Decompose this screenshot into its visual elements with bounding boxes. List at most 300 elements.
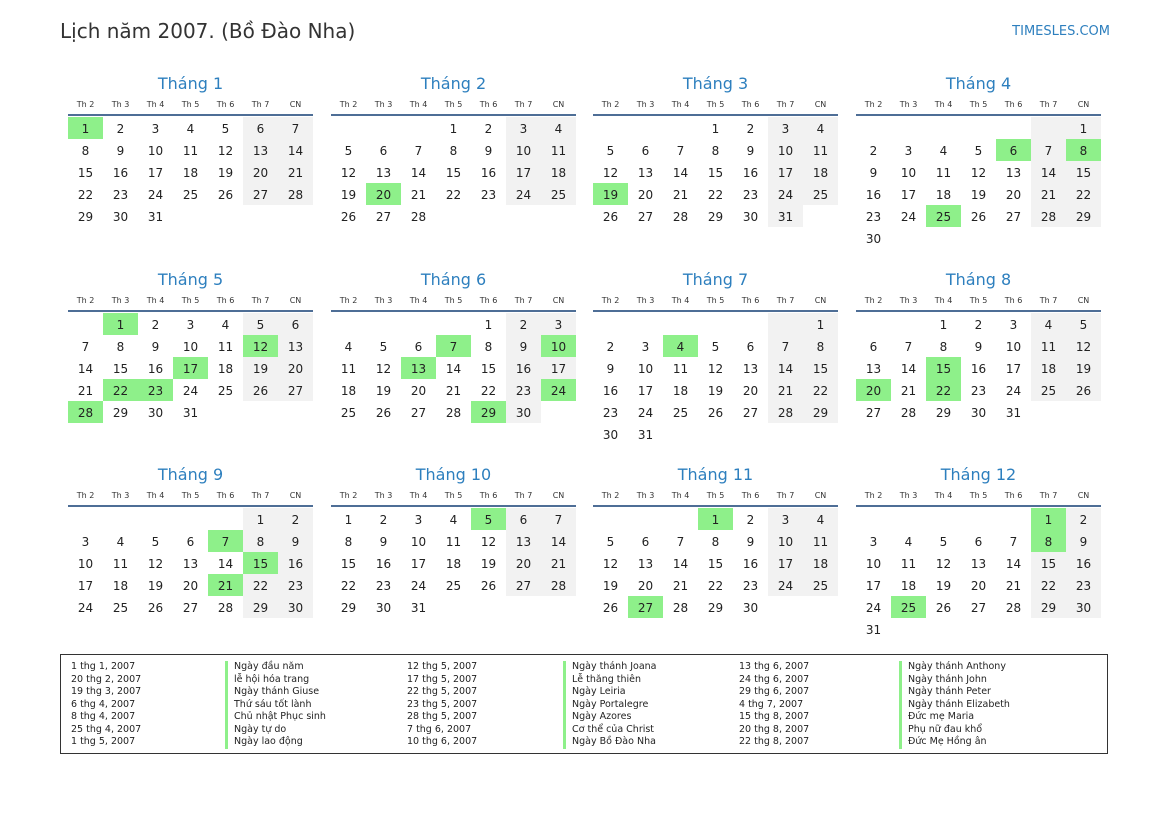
day-cell[interactable]: 9 xyxy=(746,144,755,158)
day-cell[interactable]: 21 xyxy=(1031,183,1066,205)
day-cell[interactable]: 16 xyxy=(506,357,541,379)
day-cell[interactable]: 19 xyxy=(340,188,357,202)
day-cell[interactable]: 31 xyxy=(147,210,164,224)
day-cell[interactable]: 21 xyxy=(77,384,94,398)
day-cell[interactable]: 26 xyxy=(602,210,619,224)
day-cell[interactable]: 12 xyxy=(602,557,619,571)
day-cell[interactable]: 19 xyxy=(602,579,619,593)
day-cell[interactable]: 4 xyxy=(904,535,913,549)
day-cell[interactable]: 17 xyxy=(410,557,427,571)
holiday-day-cell[interactable]: 23 xyxy=(138,379,173,401)
day-cell[interactable]: 25 xyxy=(803,574,838,596)
day-cell[interactable]: 22 xyxy=(707,188,724,202)
holiday-day-cell[interactable]: 19 xyxy=(593,183,628,205)
day-cell[interactable]: 15 xyxy=(480,362,497,376)
day-cell[interactable]: 30 xyxy=(602,428,619,442)
day-cell[interactable]: 6 xyxy=(186,535,195,549)
day-cell[interactable]: 24 xyxy=(865,601,882,615)
day-cell[interactable]: 4 xyxy=(116,535,125,549)
day-cell[interactable]: 25 xyxy=(217,384,234,398)
day-cell[interactable]: 15 xyxy=(707,166,724,180)
day-cell[interactable]: 2 xyxy=(974,318,983,332)
day-cell[interactable]: 16 xyxy=(865,188,882,202)
day-cell[interactable]: 5 xyxy=(243,313,278,335)
day-cell[interactable]: 13 xyxy=(637,166,654,180)
day-cell[interactable]: 1 xyxy=(803,313,838,335)
day-cell[interactable]: 14 xyxy=(278,139,313,161)
holiday-day-cell[interactable]: 22 xyxy=(103,379,138,401)
day-cell[interactable]: 8 xyxy=(344,535,353,549)
day-cell[interactable]: 18 xyxy=(803,161,838,183)
holiday-day-cell[interactable]: 1 xyxy=(1031,508,1066,530)
day-cell[interactable]: 30 xyxy=(147,406,164,420)
day-cell[interactable]: 6 xyxy=(379,144,388,158)
day-cell[interactable]: 21 xyxy=(410,188,427,202)
day-cell[interactable]: 17 xyxy=(147,166,164,180)
day-cell[interactable]: 26 xyxy=(602,601,619,615)
day-cell[interactable]: 7 xyxy=(541,508,576,530)
day-cell[interactable]: 12 xyxy=(217,144,234,158)
day-cell[interactable]: 29 xyxy=(243,596,278,618)
day-cell[interactable]: 3 xyxy=(641,340,650,354)
day-cell[interactable]: 4 xyxy=(803,508,838,530)
day-cell[interactable]: 26 xyxy=(970,210,987,224)
day-cell[interactable]: 31 xyxy=(865,623,882,637)
day-cell[interactable]: 10 xyxy=(147,144,164,158)
day-cell[interactable]: 16 xyxy=(480,166,497,180)
day-cell[interactable]: 4 xyxy=(541,117,576,139)
day-cell[interactable]: 11 xyxy=(935,166,952,180)
day-cell[interactable]: 29 xyxy=(707,601,724,615)
day-cell[interactable]: 14 xyxy=(672,166,689,180)
day-cell[interactable]: 4 xyxy=(1031,313,1066,335)
day-cell[interactable]: 27 xyxy=(410,406,427,420)
day-cell[interactable]: 24 xyxy=(768,574,803,596)
day-cell[interactable]: 29 xyxy=(1031,596,1066,618)
day-cell[interactable]: 19 xyxy=(1066,357,1101,379)
day-cell[interactable]: 6 xyxy=(869,340,878,354)
day-cell[interactable]: 12 xyxy=(970,166,987,180)
day-cell[interactable]: 3 xyxy=(768,117,803,139)
day-cell[interactable]: 4 xyxy=(449,513,458,527)
day-cell[interactable]: 17 xyxy=(900,188,917,202)
day-cell[interactable]: 11 xyxy=(541,139,576,161)
holiday-day-cell[interactable]: 10 xyxy=(541,335,576,357)
day-cell[interactable]: 28 xyxy=(217,601,234,615)
holiday-day-cell[interactable]: 4 xyxy=(663,335,698,357)
day-cell[interactable]: 17 xyxy=(865,579,882,593)
day-cell[interactable]: 10 xyxy=(865,557,882,571)
day-cell[interactable]: 19 xyxy=(243,357,278,379)
day-cell[interactable]: 27 xyxy=(637,210,654,224)
day-cell[interactable]: 23 xyxy=(375,579,392,593)
day-cell[interactable]: 9 xyxy=(1066,530,1101,552)
day-cell[interactable]: 2 xyxy=(278,508,313,530)
day-cell[interactable]: 29 xyxy=(112,406,129,420)
day-cell[interactable]: 31 xyxy=(637,428,654,442)
day-cell[interactable]: 17 xyxy=(1005,362,1022,376)
day-cell[interactable]: 11 xyxy=(1031,335,1066,357)
day-cell[interactable]: 13 xyxy=(637,557,654,571)
day-cell[interactable]: 30 xyxy=(278,596,313,618)
day-cell[interactable]: 4 xyxy=(803,117,838,139)
day-cell[interactable]: 27 xyxy=(865,406,882,420)
day-cell[interactable]: 21 xyxy=(768,379,803,401)
day-cell[interactable]: 2 xyxy=(151,318,160,332)
day-cell[interactable]: 14 xyxy=(541,530,576,552)
day-cell[interactable]: 11 xyxy=(217,340,234,354)
day-cell[interactable]: 22 xyxy=(803,379,838,401)
holiday-day-cell[interactable]: 1 xyxy=(103,313,138,335)
day-cell[interactable]: 13 xyxy=(742,362,759,376)
holiday-day-cell[interactable]: 17 xyxy=(173,357,208,379)
day-cell[interactable]: 30 xyxy=(865,232,882,246)
day-cell[interactable]: 13 xyxy=(970,557,987,571)
day-cell[interactable]: 20 xyxy=(1005,188,1022,202)
day-cell[interactable]: 26 xyxy=(480,579,497,593)
day-cell[interactable]: 30 xyxy=(970,406,987,420)
holiday-day-cell[interactable]: 13 xyxy=(401,357,436,379)
day-cell[interactable]: 17 xyxy=(77,579,94,593)
day-cell[interactable]: 13 xyxy=(278,335,313,357)
day-cell[interactable]: 25 xyxy=(672,406,689,420)
day-cell[interactable]: 20 xyxy=(506,552,541,574)
holiday-day-cell[interactable]: 25 xyxy=(926,205,961,227)
day-cell[interactable]: 2 xyxy=(484,122,493,136)
day-cell[interactable]: 28 xyxy=(900,406,917,420)
day-cell[interactable]: 21 xyxy=(445,384,462,398)
day-cell[interactable]: 9 xyxy=(379,535,388,549)
day-cell[interactable]: 12 xyxy=(935,557,952,571)
holiday-day-cell[interactable]: 8 xyxy=(1031,530,1066,552)
day-cell[interactable]: 3 xyxy=(151,122,160,136)
day-cell[interactable]: 23 xyxy=(278,574,313,596)
holiday-day-cell[interactable]: 25 xyxy=(891,596,926,618)
day-cell[interactable]: 21 xyxy=(541,552,576,574)
day-cell[interactable]: 24 xyxy=(900,210,917,224)
day-cell[interactable]: 22 xyxy=(77,188,94,202)
day-cell[interactable]: 18 xyxy=(217,362,234,376)
day-cell[interactable]: 29 xyxy=(803,401,838,423)
day-cell[interactable]: 28 xyxy=(1031,205,1066,227)
day-cell[interactable]: 20 xyxy=(970,579,987,593)
day-cell[interactable]: 17 xyxy=(768,552,803,574)
holiday-day-cell[interactable]: 21 xyxy=(208,574,243,596)
day-cell[interactable]: 4 xyxy=(344,340,353,354)
day-cell[interactable]: 1 xyxy=(243,508,278,530)
day-cell[interactable]: 18 xyxy=(1031,357,1066,379)
day-cell[interactable]: 12 xyxy=(480,535,497,549)
day-cell[interactable]: 20 xyxy=(278,357,313,379)
day-cell[interactable]: 29 xyxy=(340,601,357,615)
day-cell[interactable]: 7 xyxy=(414,144,423,158)
day-cell[interactable]: 30 xyxy=(1066,596,1101,618)
day-cell[interactable]: 26 xyxy=(375,406,392,420)
holiday-day-cell[interactable]: 1 xyxy=(68,117,103,139)
holiday-day-cell[interactable]: 7 xyxy=(436,335,471,357)
day-cell[interactable]: 7 xyxy=(904,340,913,354)
day-cell[interactable]: 5 xyxy=(379,340,388,354)
day-cell[interactable]: 8 xyxy=(81,144,90,158)
day-cell[interactable]: 6 xyxy=(278,313,313,335)
day-cell[interactable]: 30 xyxy=(112,210,129,224)
day-cell[interactable]: 5 xyxy=(711,340,720,354)
day-cell[interactable]: 7 xyxy=(676,144,685,158)
day-cell[interactable]: 19 xyxy=(375,384,392,398)
day-cell[interactable]: 18 xyxy=(672,384,689,398)
day-cell[interactable]: 23 xyxy=(742,188,759,202)
day-cell[interactable]: 10 xyxy=(637,362,654,376)
day-cell[interactable]: 15 xyxy=(1031,552,1066,574)
day-cell[interactable]: 8 xyxy=(939,340,948,354)
day-cell[interactable]: 6 xyxy=(506,508,541,530)
day-cell[interactable]: 14 xyxy=(900,362,917,376)
day-cell[interactable]: 11 xyxy=(340,362,357,376)
day-cell[interactable]: 9 xyxy=(746,535,755,549)
day-cell[interactable]: 4 xyxy=(221,318,230,332)
day-cell[interactable]: 16 xyxy=(147,362,164,376)
day-cell[interactable]: 30 xyxy=(742,601,759,615)
day-cell[interactable]: 8 xyxy=(803,335,838,357)
day-cell[interactable]: 21 xyxy=(900,384,917,398)
day-cell[interactable]: 16 xyxy=(970,362,987,376)
day-cell[interactable]: 16 xyxy=(112,166,129,180)
day-cell[interactable]: 21 xyxy=(672,188,689,202)
day-cell[interactable]: 1 xyxy=(449,122,458,136)
day-cell[interactable]: 31 xyxy=(182,406,199,420)
day-cell[interactable]: 24 xyxy=(1005,384,1022,398)
day-cell[interactable]: 23 xyxy=(112,188,129,202)
day-cell[interactable]: 10 xyxy=(77,557,94,571)
day-cell[interactable]: 15 xyxy=(707,557,724,571)
day-cell[interactable]: 15 xyxy=(77,166,94,180)
day-cell[interactable]: 14 xyxy=(445,362,462,376)
day-cell[interactable]: 28 xyxy=(541,574,576,596)
day-cell[interactable]: 8 xyxy=(449,144,458,158)
day-cell[interactable]: 21 xyxy=(1005,579,1022,593)
day-cell[interactable]: 24 xyxy=(768,183,803,205)
day-cell[interactable]: 26 xyxy=(1066,379,1101,401)
day-cell[interactable]: 28 xyxy=(278,183,313,205)
day-cell[interactable]: 23 xyxy=(742,579,759,593)
day-cell[interactable]: 26 xyxy=(217,188,234,202)
day-cell[interactable]: 3 xyxy=(506,117,541,139)
day-cell[interactable]: 16 xyxy=(742,166,759,180)
day-cell[interactable]: 2 xyxy=(606,340,615,354)
day-cell[interactable]: 13 xyxy=(375,166,392,180)
day-cell[interactable]: 27 xyxy=(970,601,987,615)
day-cell[interactable]: 2 xyxy=(506,313,541,335)
day-cell[interactable]: 19 xyxy=(970,188,987,202)
day-cell[interactable]: 11 xyxy=(900,557,917,571)
day-cell[interactable]: 20 xyxy=(182,579,199,593)
holiday-day-cell[interactable]: 24 xyxy=(541,379,576,401)
day-cell[interactable]: 10 xyxy=(506,139,541,161)
day-cell[interactable]: 3 xyxy=(1009,318,1018,332)
holiday-day-cell[interactable]: 5 xyxy=(471,508,506,530)
day-cell[interactable]: 5 xyxy=(939,535,948,549)
day-cell[interactable]: 27 xyxy=(1005,210,1022,224)
day-cell[interactable]: 6 xyxy=(974,535,983,549)
day-cell[interactable]: 25 xyxy=(112,601,129,615)
day-cell[interactable]: 18 xyxy=(340,384,357,398)
day-cell[interactable]: 13 xyxy=(1005,166,1022,180)
day-cell[interactable]: 11 xyxy=(803,530,838,552)
day-cell[interactable]: 8 xyxy=(116,340,125,354)
day-cell[interactable]: 3 xyxy=(81,535,90,549)
day-cell[interactable]: 29 xyxy=(77,210,94,224)
day-cell[interactable]: 12 xyxy=(707,362,724,376)
day-cell[interactable]: 5 xyxy=(606,535,615,549)
day-cell[interactable]: 12 xyxy=(147,557,164,571)
day-cell[interactable]: 9 xyxy=(506,335,541,357)
day-cell[interactable]: 14 xyxy=(410,166,427,180)
day-cell[interactable]: 22 xyxy=(445,188,462,202)
day-cell[interactable]: 26 xyxy=(935,601,952,615)
day-cell[interactable]: 23 xyxy=(1066,574,1101,596)
day-cell[interactable]: 24 xyxy=(506,183,541,205)
day-cell[interactable]: 24 xyxy=(77,601,94,615)
day-cell[interactable]: 20 xyxy=(243,161,278,183)
day-cell[interactable]: 3 xyxy=(414,513,423,527)
day-cell[interactable]: 7 xyxy=(81,340,90,354)
day-cell[interactable]: 13 xyxy=(506,530,541,552)
day-cell[interactable]: 28 xyxy=(672,210,689,224)
day-cell[interactable]: 22 xyxy=(340,579,357,593)
day-cell[interactable]: 22 xyxy=(707,579,724,593)
day-cell[interactable]: 22 xyxy=(1066,183,1101,205)
holiday-day-cell[interactable]: 20 xyxy=(366,183,401,205)
day-cell[interactable]: 23 xyxy=(480,188,497,202)
day-cell[interactable]: 20 xyxy=(637,579,654,593)
day-cell[interactable]: 25 xyxy=(541,183,576,205)
day-cell[interactable]: 3 xyxy=(186,318,195,332)
day-cell[interactable]: 17 xyxy=(768,161,803,183)
day-cell[interactable]: 24 xyxy=(147,188,164,202)
day-cell[interactable]: 22 xyxy=(480,384,497,398)
day-cell[interactable]: 30 xyxy=(375,601,392,615)
day-cell[interactable]: 6 xyxy=(641,535,650,549)
day-cell[interactable]: 12 xyxy=(340,166,357,180)
day-cell[interactable]: 29 xyxy=(935,406,952,420)
day-cell[interactable]: 3 xyxy=(768,508,803,530)
day-cell[interactable]: 22 xyxy=(243,574,278,596)
day-cell[interactable]: 28 xyxy=(410,210,427,224)
holiday-day-cell[interactable]: 6 xyxy=(996,139,1031,161)
day-cell[interactable]: 7 xyxy=(768,335,803,357)
day-cell[interactable]: 2 xyxy=(1066,508,1101,530)
holiday-day-cell[interactable]: 1 xyxy=(698,508,733,530)
holiday-day-cell[interactable]: 27 xyxy=(628,596,663,618)
day-cell[interactable]: 15 xyxy=(445,166,462,180)
day-cell[interactable]: 11 xyxy=(112,557,129,571)
day-cell[interactable]: 9 xyxy=(278,530,313,552)
day-cell[interactable]: 11 xyxy=(803,139,838,161)
day-cell[interactable]: 4 xyxy=(939,144,948,158)
day-cell[interactable]: 12 xyxy=(1066,335,1101,357)
day-cell[interactable]: 7 xyxy=(278,117,313,139)
day-cell[interactable]: 31 xyxy=(1005,406,1022,420)
day-cell[interactable]: 19 xyxy=(217,166,234,180)
day-cell[interactable]: 27 xyxy=(243,183,278,205)
day-cell[interactable]: 28 xyxy=(1005,601,1022,615)
day-cell[interactable]: 2 xyxy=(746,513,755,527)
day-cell[interactable]: 1 xyxy=(484,318,493,332)
day-cell[interactable]: 10 xyxy=(768,139,803,161)
day-cell[interactable]: 12 xyxy=(375,362,392,376)
day-cell[interactable]: 26 xyxy=(707,406,724,420)
day-cell[interactable]: 2 xyxy=(116,122,125,136)
day-cell[interactable]: 8 xyxy=(711,535,720,549)
day-cell[interactable]: 24 xyxy=(410,579,427,593)
day-cell[interactable]: 6 xyxy=(641,144,650,158)
day-cell[interactable]: 25 xyxy=(803,183,838,205)
day-cell[interactable]: 28 xyxy=(445,406,462,420)
day-cell[interactable]: 5 xyxy=(344,144,353,158)
day-cell[interactable]: 1 xyxy=(711,122,720,136)
day-cell[interactable]: 17 xyxy=(541,357,576,379)
day-cell[interactable]: 28 xyxy=(672,601,689,615)
day-cell[interactable]: 27 xyxy=(278,379,313,401)
day-cell[interactable]: 30 xyxy=(506,401,541,423)
day-cell[interactable]: 1 xyxy=(344,513,353,527)
day-cell[interactable]: 23 xyxy=(506,379,541,401)
day-cell[interactable]: 10 xyxy=(900,166,917,180)
day-cell[interactable]: 13 xyxy=(243,139,278,161)
day-cell[interactable]: 27 xyxy=(506,574,541,596)
day-cell[interactable]: 3 xyxy=(541,313,576,335)
day-cell[interactable]: 21 xyxy=(278,161,313,183)
holiday-day-cell[interactable]: 12 xyxy=(243,335,278,357)
day-cell[interactable]: 9 xyxy=(869,166,878,180)
day-cell[interactable]: 2 xyxy=(746,122,755,136)
holiday-day-cell[interactable]: 20 xyxy=(856,379,891,401)
day-cell[interactable]: 25 xyxy=(445,579,462,593)
day-cell[interactable]: 16 xyxy=(602,384,619,398)
day-cell[interactable]: 17 xyxy=(506,161,541,183)
day-cell[interactable]: 15 xyxy=(112,362,129,376)
day-cell[interactable]: 10 xyxy=(182,340,199,354)
day-cell[interactable]: 18 xyxy=(541,161,576,183)
day-cell[interactable]: 6 xyxy=(243,117,278,139)
day-cell[interactable]: 12 xyxy=(602,166,619,180)
day-cell[interactable]: 14 xyxy=(768,357,803,379)
holiday-day-cell[interactable]: 28 xyxy=(68,401,103,423)
day-cell[interactable]: 8 xyxy=(243,530,278,552)
day-cell[interactable]: 8 xyxy=(711,144,720,158)
day-cell[interactable]: 14 xyxy=(1005,557,1022,571)
day-cell[interactable]: 19 xyxy=(935,579,952,593)
day-cell[interactable]: 1 xyxy=(1066,117,1101,139)
day-cell[interactable]: 23 xyxy=(865,210,882,224)
day-cell[interactable]: 30 xyxy=(742,210,759,224)
day-cell[interactable]: 11 xyxy=(672,362,689,376)
day-cell[interactable]: 13 xyxy=(865,362,882,376)
day-cell[interactable]: 23 xyxy=(970,384,987,398)
holiday-day-cell[interactable]: 7 xyxy=(208,530,243,552)
day-cell[interactable]: 19 xyxy=(147,579,164,593)
day-cell[interactable]: 18 xyxy=(445,557,462,571)
day-cell[interactable]: 9 xyxy=(151,340,160,354)
day-cell[interactable]: 9 xyxy=(606,362,615,376)
day-cell[interactable]: 16 xyxy=(278,552,313,574)
holiday-day-cell[interactable]: 8 xyxy=(1066,139,1101,161)
day-cell[interactable]: 16 xyxy=(742,557,759,571)
day-cell[interactable]: 20 xyxy=(742,384,759,398)
day-cell[interactable]: 10 xyxy=(768,530,803,552)
day-cell[interactable]: 25 xyxy=(340,406,357,420)
day-cell[interactable]: 27 xyxy=(742,406,759,420)
